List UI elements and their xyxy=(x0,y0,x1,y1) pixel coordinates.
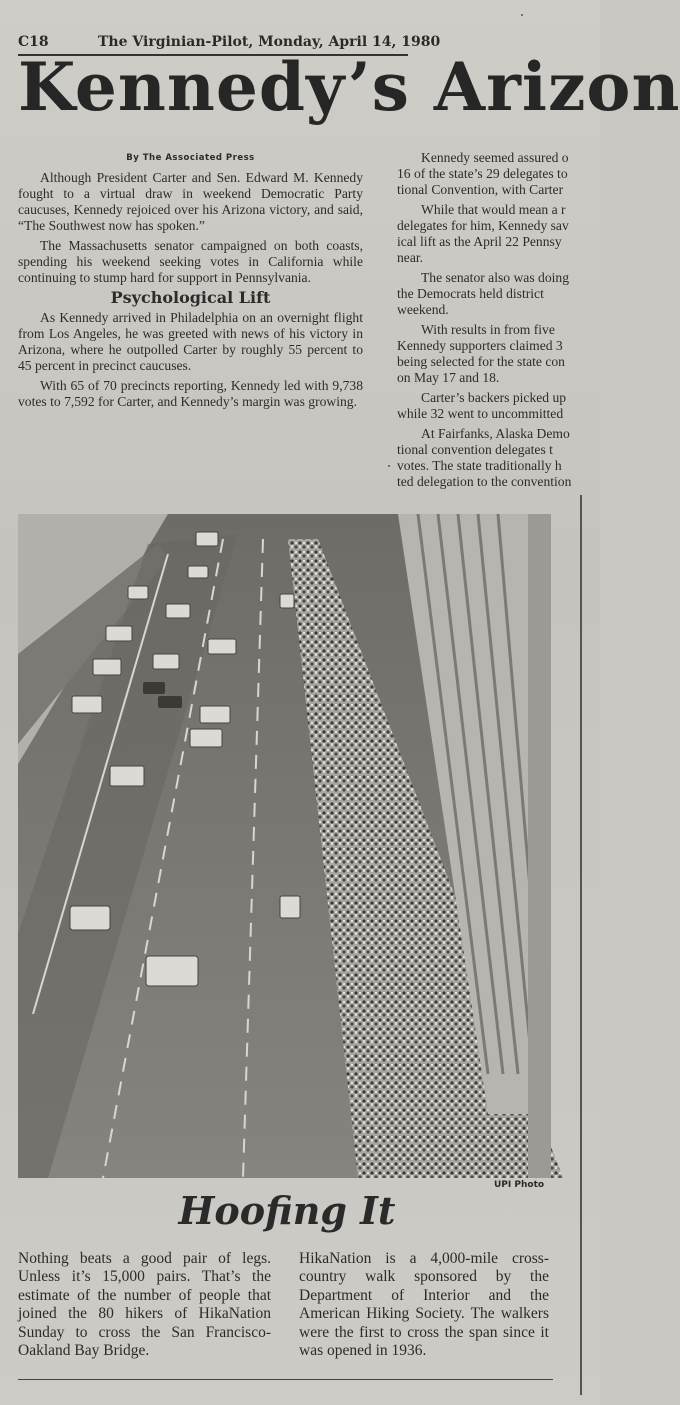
paper-speck xyxy=(388,465,390,467)
column-line: votes. The state traditionally h xyxy=(397,458,562,473)
column-rule xyxy=(580,495,582,1395)
article-paragraph: The Massachusetts senator campaigned on both coasts, spending his weekend seeking votes in California while continuing to stump hard for support in Pennsylvania. xyxy=(18,238,363,285)
paper-speck xyxy=(521,14,523,16)
column-line: At Fairfanks, Alaska Demo xyxy=(421,426,570,441)
caption-right: HikaNation is a 4,000-mile cross-country walk sponsored by the Department of Interior and the American Hiking Society. The walkers were the first to cross the span since it was opened in 1936. xyxy=(299,1250,549,1360)
caption-left: Nothing beats a good pair of legs. Unless it’s 15,000 pairs. That’s the estimate of the number of people that joined the 80 hikers of HikaNation Sunday to cross the San Francisco-Oakland Bay Bridge. xyxy=(18,1250,271,1360)
column-line: With results in from five xyxy=(421,322,555,337)
article-column-right xyxy=(397,150,600,490)
column-line: being selected for the state con xyxy=(397,354,565,369)
column-line: ted delegation to the convention xyxy=(397,474,572,489)
photo-credit: UPI Photo xyxy=(494,1180,545,1190)
photo-title: Hoofing It xyxy=(178,1188,396,1233)
column-line: the Democrats held district xyxy=(397,286,544,301)
article-column-left xyxy=(18,150,363,414)
column-line: near. xyxy=(397,250,424,265)
column-line: tional convention delegates t xyxy=(397,442,553,457)
page-number: C18 xyxy=(18,34,49,50)
column-line: Carter’s backers picked up xyxy=(421,390,567,405)
column-line: While that would mean a r xyxy=(421,202,566,217)
publication-dateline: The Virginian-Pilot, Monday, April 14, 1980 xyxy=(98,34,441,50)
column-line: Kennedy seemed assured o xyxy=(421,150,569,165)
column-line: The senator also was doing xyxy=(421,270,569,285)
column-line: on May 17 and 18. xyxy=(397,370,500,385)
column-line: Kennedy supporters claimed 3 xyxy=(397,338,563,353)
column-line: while 32 went to uncommitted xyxy=(397,406,564,421)
column-line: 16 of the state’s 29 delegates to xyxy=(397,166,568,181)
bottom-rule xyxy=(18,1379,553,1380)
article-paragraph: With 65 of 70 precincts reporting, Kennedy led with 9,738 votes to 7,592 for Carter, and Kennedy’s margin was growing. xyxy=(18,378,363,409)
column-line: tional Convention, with Carter xyxy=(397,182,564,197)
column-line: ical lift as the April 22 Pennsy xyxy=(397,234,562,249)
column-line: weekend. xyxy=(397,302,449,317)
bridge-photo xyxy=(18,514,551,1178)
article-paragraph: As Kennedy arrived in Philadelphia on an overnight flight from Los Angeles, he was greeted with news of his victory in Arizona, where he outpolled Carter by roughly 55 percent to 45 percent in precinct caucuses. xyxy=(18,310,363,373)
article-paragraph: Although President Carter and Sen. Edward M. Kennedy fought to a virtual draw in weekend Democratic Party caucuses, Kennedy rejoiced over his Arizona victory, and said, “The Southwest now has spoken.” xyxy=(18,170,363,233)
bridge-photo-illustration xyxy=(18,514,551,1178)
headline: Kennedy’s Arizon xyxy=(18,48,680,126)
byline: By The Associated Press xyxy=(126,153,255,163)
column-line: delegates for him, Kennedy sav xyxy=(397,218,569,233)
subhead: Psychological Lift xyxy=(110,288,271,307)
